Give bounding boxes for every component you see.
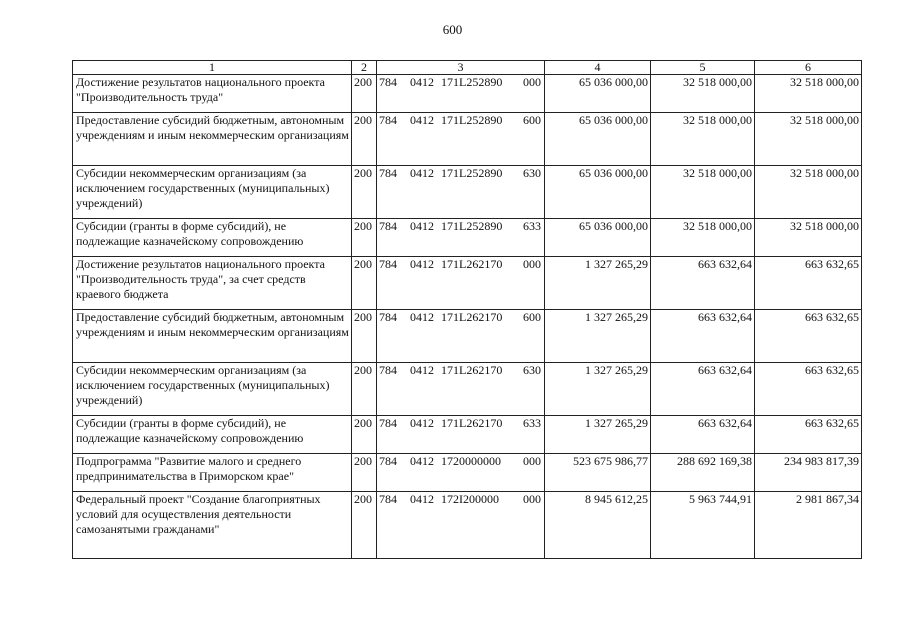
row-code (377, 454, 545, 492)
row-rz: 200 (352, 75, 377, 113)
row-amount-col6: 32 518 000,00 (755, 75, 862, 113)
code-target-article: 171L262170 (441, 416, 503, 430)
row-rz: 200 (352, 492, 377, 559)
code-group (379, 166, 544, 181)
row-amount-col4: 65 036 000,00 (545, 75, 651, 113)
code-group (379, 454, 544, 469)
row-name: Субсидии (гранты в форме субсидий), не подлежащие казначейскому сопровождению (73, 219, 352, 257)
row-amount-col5: 32 518 000,00 (651, 75, 755, 113)
column-header-3: 3 (377, 61, 545, 75)
row-name: Предоставление субсидий бюджетным, автономным учреждениям и иным некоммерческим организациям (73, 113, 352, 166)
row-amount-col5: 663 632,64 (651, 363, 755, 416)
row-amount-col5: 32 518 000,00 (651, 113, 755, 166)
row-name: Предоставление субсидий бюджетным, автономным учреждениям и иным некоммерческим организациям (73, 310, 352, 363)
row-code (377, 310, 545, 363)
row-code (377, 492, 545, 559)
table-row (73, 310, 862, 363)
code-group (379, 492, 544, 507)
row-amount-col4: 523 675 986,77 (545, 454, 651, 492)
code-expense-type: 630 (523, 166, 541, 180)
code-ministry: 784 (379, 75, 397, 89)
row-rz: 200 (352, 219, 377, 257)
row-name: Достижение результатов национального проекта "Производительность труда", за счет средств краевого бюджета (73, 257, 352, 310)
code-expense-type: 600 (523, 310, 541, 324)
row-code (377, 363, 545, 416)
code-target-article: 171L252890 (441, 113, 503, 127)
table-row (73, 75, 862, 113)
row-name: Федеральный проект "Создание благоприятных условий для осуществления деятельности самозанятыми гражданами" (73, 492, 352, 559)
row-amount-col4: 1 327 265,29 (545, 310, 651, 363)
column-header-1: 1 (73, 61, 352, 75)
page-number: 600 (442, 22, 463, 37)
code-expense-type: 000 (523, 454, 541, 468)
code-group (379, 257, 544, 272)
code-ministry: 784 (379, 492, 397, 506)
row-rz: 200 (352, 166, 377, 219)
code-group (379, 219, 544, 234)
code-target-article: 171L252890 (441, 219, 503, 233)
code-target-article: 171L252890 (441, 75, 503, 89)
code-target-article: 171L262170 (441, 363, 503, 377)
code-section: 0412 (410, 257, 434, 271)
row-amount-col6: 32 518 000,00 (755, 166, 862, 219)
code-expense-type: 600 (523, 113, 541, 127)
code-group (379, 363, 544, 378)
code-expense-type: 000 (523, 75, 541, 89)
code-expense-type: 630 (523, 363, 541, 377)
code-group (379, 416, 544, 431)
row-amount-col5: 288 692 169,38 (651, 454, 755, 492)
code-section: 0412 (410, 363, 434, 377)
row-name: Субсидии некоммерческим организациям (за исключением государственных (муниципальных) учреждений) (73, 363, 352, 416)
budget-table (72, 60, 862, 559)
code-ministry: 784 (379, 113, 397, 127)
code-section: 0412 (410, 219, 434, 233)
code-section: 0412 (410, 416, 434, 430)
row-rz: 200 (352, 310, 377, 363)
row-amount-col5: 663 632,64 (651, 257, 755, 310)
row-name: Достижение результатов национального проекта "Производительность труда" (73, 75, 352, 113)
row-amount-col4: 1 327 265,29 (545, 363, 651, 416)
row-rz: 200 (352, 416, 377, 454)
table-row (73, 416, 862, 454)
code-ministry: 784 (379, 416, 397, 430)
row-code (377, 257, 545, 310)
code-expense-type: 633 (523, 219, 541, 233)
code-target-article: 171L262170 (441, 310, 503, 324)
code-section: 0412 (410, 113, 434, 127)
row-amount-col6: 32 518 000,00 (755, 113, 862, 166)
row-amount-col5: 32 518 000,00 (651, 219, 755, 257)
row-amount-col4: 1 327 265,29 (545, 257, 651, 310)
row-amount-col6: 663 632,65 (755, 257, 862, 310)
table-row (73, 257, 862, 310)
row-amount-col6: 663 632,65 (755, 310, 862, 363)
code-ministry: 784 (379, 219, 397, 233)
row-amount-col6: 663 632,65 (755, 416, 862, 454)
row-amount-col6: 663 632,65 (755, 363, 862, 416)
column-header-2: 2 (352, 61, 377, 75)
code-section: 0412 (410, 166, 434, 180)
code-ministry: 784 (379, 257, 397, 271)
row-rz: 200 (352, 113, 377, 166)
code-ministry: 784 (379, 363, 397, 377)
code-expense-type: 633 (523, 416, 541, 430)
code-group (379, 75, 544, 90)
row-code (377, 416, 545, 454)
row-amount-col6: 32 518 000,00 (755, 219, 862, 257)
code-section: 0412 (410, 75, 434, 89)
table-row (73, 113, 862, 166)
row-amount-col5: 663 632,64 (651, 310, 755, 363)
code-target-article: 172I200000 (441, 492, 499, 506)
row-amount-col4: 1 327 265,29 (545, 416, 651, 454)
code-group (379, 113, 544, 128)
code-expense-type: 000 (523, 257, 541, 271)
row-name: Подпрограмма "Развитие малого и среднего предпринимательства в Приморском крае" (73, 454, 352, 492)
row-amount-col5: 663 632,64 (651, 416, 755, 454)
row-name: Субсидии некоммерческим организациям (за исключением государственных (муниципальных) учреждений) (73, 166, 352, 219)
table-row (73, 492, 862, 559)
row-rz: 200 (352, 454, 377, 492)
code-ministry: 784 (379, 454, 397, 468)
column-header-5: 5 (651, 61, 755, 75)
row-amount-col4: 65 036 000,00 (545, 166, 651, 219)
row-code (377, 166, 545, 219)
row-amount-col5: 32 518 000,00 (651, 166, 755, 219)
table-row (73, 363, 862, 416)
row-amount-col4: 8 945 612,25 (545, 492, 651, 559)
code-target-article: 171L262170 (441, 257, 503, 271)
code-group (379, 310, 544, 325)
row-amount-col5: 5 963 744,91 (651, 492, 755, 559)
row-code (377, 219, 545, 257)
column-header-6: 6 (755, 61, 862, 75)
code-ministry: 784 (379, 166, 397, 180)
table-row (73, 219, 862, 257)
code-target-article: 171L252890 (441, 166, 503, 180)
row-code (377, 75, 545, 113)
row-code (377, 113, 545, 166)
code-section: 0412 (410, 492, 434, 506)
row-rz: 200 (352, 363, 377, 416)
code-section: 0412 (410, 454, 434, 468)
table-row (73, 454, 862, 492)
table-header-row (73, 61, 862, 75)
row-amount-col6: 234 983 817,39 (755, 454, 862, 492)
row-amount-col4: 65 036 000,00 (545, 219, 651, 257)
column-header-4: 4 (545, 61, 651, 75)
code-target-article: 1720000000 (441, 454, 501, 468)
row-amount-col6: 2 981 867,34 (755, 492, 862, 559)
row-rz: 200 (352, 257, 377, 310)
code-section: 0412 (410, 310, 434, 324)
code-ministry: 784 (379, 310, 397, 324)
row-name: Субсидии (гранты в форме субсидий), не подлежащие казначейскому сопровождению (73, 416, 352, 454)
table-row (73, 166, 862, 219)
code-expense-type: 000 (523, 492, 541, 506)
row-amount-col4: 65 036 000,00 (545, 113, 651, 166)
